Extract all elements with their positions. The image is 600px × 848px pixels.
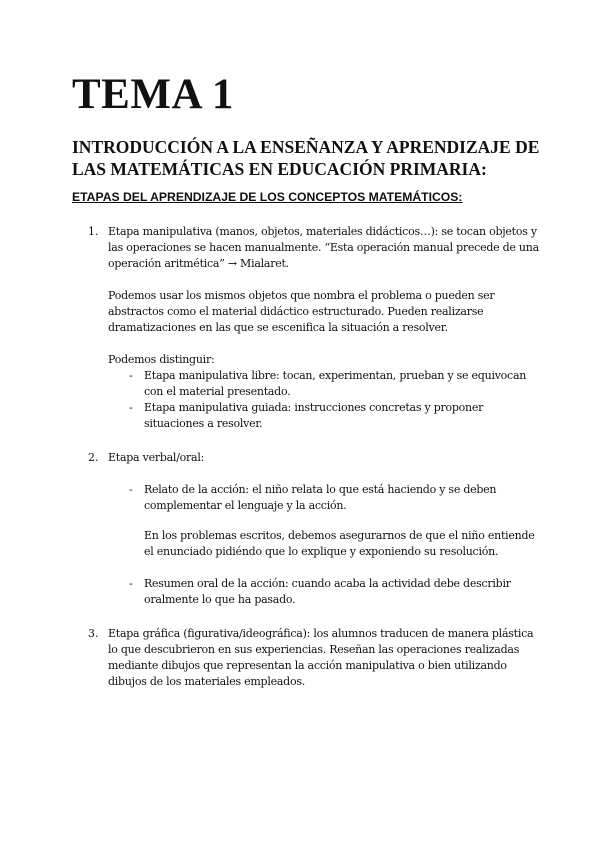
stage-2-subparagraph: En los problemas escritos, debemos asegurarnos de que el niño entiende el enunciado pidiéndo que lo explique y exponiendo su resolución. (144, 529, 535, 558)
stage-1-text: Etapa manipulativa (manos, objetos, materiales didácticos…): se tocan objetos y las operaciones se hacen manualmente. “Esta operación manual precede de una operación aritmética” → Mialaret. (108, 225, 539, 270)
section-heading: ETAPAS DEL APRENDIZAJE DE LOS CONCEPTOS MATEMÁTICOS: (72, 190, 463, 204)
list-number-2: 2. (88, 451, 99, 464)
stage-2-text: Etapa verbal/oral: (108, 451, 205, 464)
stage-2-subitem-relato: Relato de la acción: el niño relata lo que está haciendo y se deben complementar el lenguaje y la acción. (144, 483, 497, 512)
dash-bullet: - (129, 483, 133, 496)
dash-bullet: - (129, 577, 133, 590)
list-number-1: 1. (88, 225, 99, 238)
stage-3-text: Etapa gráfica (figurativa/ideográfica): los alumnos traducen de manera plástica lo que descubrieron en sus experiencias. Reseñan las operaciones realizadas mediante dibujos que representan la acción manipulativa o bien utilizando dibujos de los materiales empleados. (108, 627, 534, 688)
stage-2-subitem-resumen: Resumen oral de la acción: cuando acaba la actividad debe describir oralmente lo que ha pasado. (144, 577, 511, 606)
stage-1-distinguish: Podemos distinguir: (108, 353, 215, 366)
stage-1-subitem-free: Etapa manipulativa libre: tocan, experimentan, prueban y se equivocan con el material presentado. (144, 369, 527, 398)
dash-bullet: - (129, 401, 133, 414)
dash-bullet: - (129, 369, 133, 382)
stage-1-paragraph: Podemos usar los mismos objetos que nombra el problema o pueden ser abstractos como el material didáctico estructurado. Pueden realizarse dramatizaciones en las que se escenifica la situación a resolver. (108, 289, 495, 334)
stage-1-subitem-guided: Etapa manipulativa guiada: instrucciones concretas y proponer situaciones a resolver. (144, 401, 484, 430)
document-subtitle: INTRODUCCIÓN A LA ENSEÑANZA Y APRENDIZAJE DE LAS MATEMÁTICAS EN EDUCACIÓN PRIMARIA: (72, 137, 540, 179)
list-number-3: 3. (88, 627, 99, 640)
page-title: TEMA 1 (72, 71, 234, 118)
